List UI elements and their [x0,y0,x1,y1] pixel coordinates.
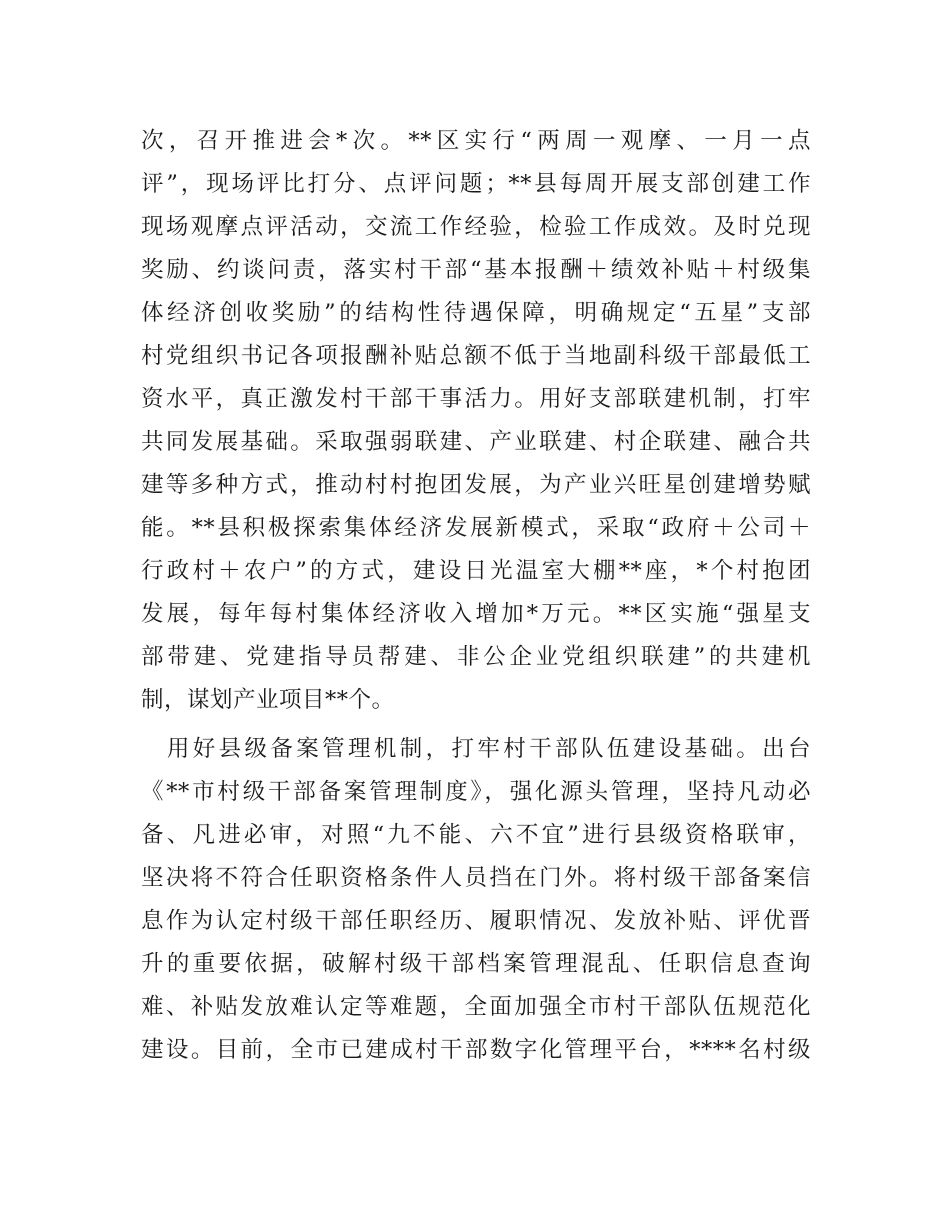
paragraph-line: 用好县级备案管理机制，打牢村干部队伍建设基础。出台 [141,736,811,762]
paragraph-line: 行政村＋农户”的方式，建设日光温室大棚**座，*个村抱团 [141,558,811,584]
paragraph-line: 难、补贴发放难认定等难题，全面加强全市村干部队伍规范化 [141,994,811,1020]
paragraph-line: 部带建、党建指导员帮建、非公企业党组织联建”的共建机 [141,644,811,670]
paragraph-line: 息作为认定村级干部任职经历、履职情况、发放补贴、评优晋 [141,908,811,934]
paragraph-line: 体经济创收奖励”的结构性待遇保障，明确规定“五星”支部 [141,300,811,326]
paragraph-line: 建设。目前，全市已建成村干部数字化管理平台，****名村级 [141,1037,811,1063]
paragraph-2 [141,728,811,1072]
paragraph-line: 共同发展基础。采取强弱联建、产业联建、村企联建、融合共 [141,429,811,455]
paragraph-line: 《**市村级干部备案管理制度》，强化源头管理，坚持凡动必 [141,779,811,805]
paragraph-line: 次，召开推进会*次。**区实行“两周一观摩、一月一点 [141,128,811,154]
paragraph-line: 能。**县积极探索集体经济发展新模式，采取“政府＋公司＋ [141,515,811,541]
paragraph-line: 制，谋划产业项目**个。 [141,687,395,713]
paragraph-line: 建等多种方式，推动村村抱团发展，为产业兴旺星创建增势赋 [141,472,811,498]
paragraph-line: 升的重要依据，破解村级干部档案管理混乱、任职信息查询 [141,951,811,977]
paragraph-line: 村党组织书记各项报酬补贴总额不低于当地副科级干部最低工 [141,343,811,369]
paragraph-line: 发展，每年每村集体经济收入增加*万元。**区实施“强星支 [141,601,811,627]
paragraph-1 [141,120,811,722]
paragraph-line: 现场观摩点评活动，交流工作经验，检验工作成效。及时兑现 [141,214,811,240]
paragraph-line: 资水平，真正激发村干部干事活力。用好支部联建机制，打牢 [141,386,811,412]
paragraph-line: 备、凡进必审，对照“九不能、六不宜”进行县级资格联审， [141,822,811,848]
paragraph-line: 评”，现场评比打分、点评问题；**县每周开展支部创建工作 [141,171,811,197]
paragraph-line: 坚决将不符合任职资格条件人员挡在门外。将村级干部备案信 [141,865,811,891]
paragraph-line: 奖励、约谈问责，落实村干部“基本报酬＋绩效补贴＋村级集 [141,257,811,283]
